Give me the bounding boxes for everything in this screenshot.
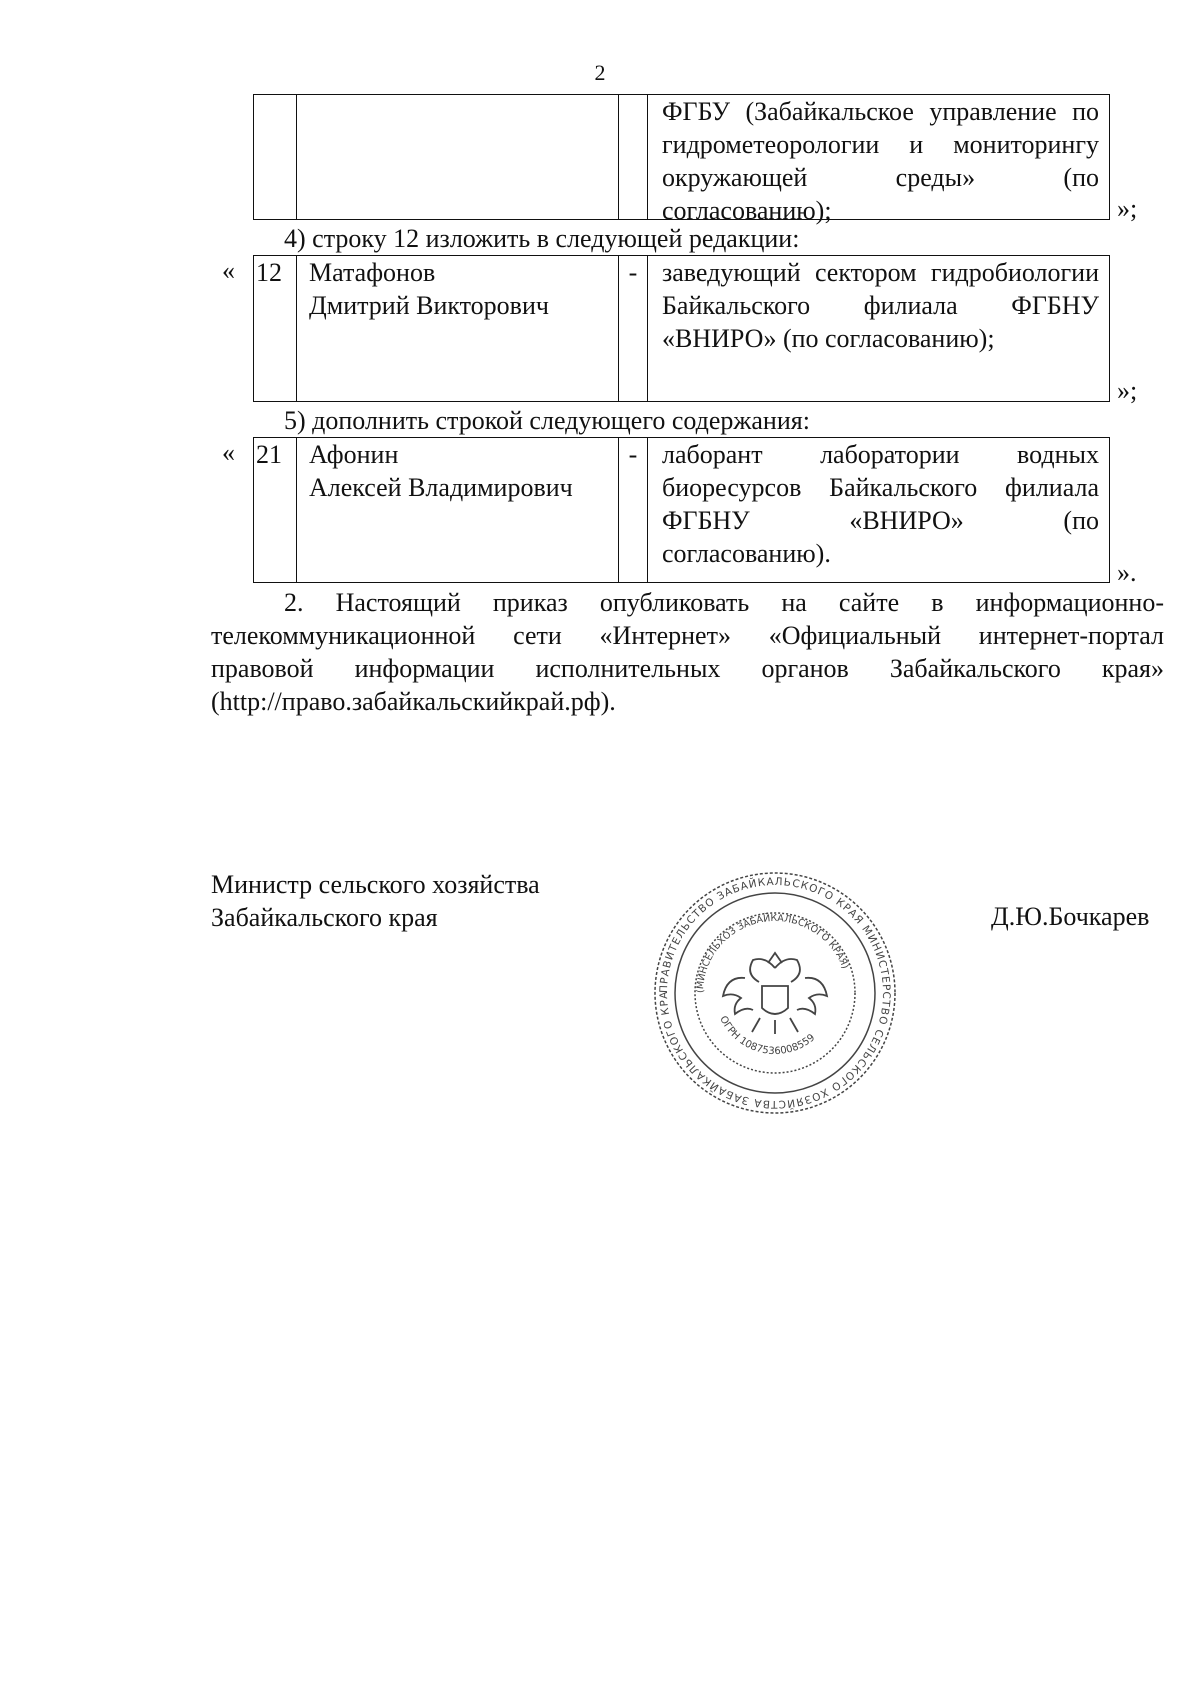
signature-title-line: Министр сельского хозяйства: [211, 870, 540, 899]
closing-quote: ».: [1117, 558, 1137, 587]
position-line: «ВНИРО» (по согласованию);: [662, 324, 995, 353]
row-position-cell: [648, 438, 1109, 582]
table-row-21: [253, 437, 1110, 583]
person-given-names: Дмитрий Викторович: [309, 291, 549, 320]
position-line: лаборант лаборатории водных: [662, 440, 1099, 469]
paragraph-line: 2. Настоящий приказ опубликовать на сайте в информационно-: [284, 588, 1164, 617]
closing-quote: »;: [1117, 376, 1138, 405]
row-name-cell: [297, 438, 619, 582]
row-dash-cell: [619, 256, 648, 401]
position-line: Байкальского филиала ФГБНУ: [662, 291, 1099, 320]
dash: -: [628, 440, 638, 469]
opening-quote: «: [222, 256, 235, 285]
position-line: гидрометеорологии и мониторингу: [662, 130, 1099, 159]
position-line: согласованию);: [662, 196, 832, 225]
paragraph-line: правовой информации исполнительных органов Забайкальского края»: [211, 654, 1164, 683]
paragraph-line: (http://право.забайкальскийкрай.рф).: [211, 687, 616, 716]
closing-quote: »;: [1117, 194, 1138, 223]
dash: -: [628, 258, 638, 287]
stamp-seal: [650, 868, 900, 1118]
position-line: ФГБУ (Забайкальское управление по: [662, 97, 1099, 126]
row-name-cell: [297, 95, 619, 219]
position-line: согласованию).: [662, 539, 831, 568]
row-number: 21: [256, 440, 282, 469]
person-given-names: Алексей Владимирович: [309, 473, 573, 502]
row-number-cell: [254, 256, 297, 401]
position-line: окружающей среды» (по: [662, 163, 1099, 192]
instruction-item-4: 4) строку 12 изложить в следующей редакции:: [284, 224, 800, 253]
person-surname: Афонин: [309, 440, 399, 469]
official-stamp: [650, 868, 900, 1118]
svg-text:(МИНСЕЛЬХОЗ ЗАБАЙКАЛЬСКОГО КРА: [695, 912, 851, 993]
row-position-cell: [648, 256, 1109, 401]
table-row-12: [253, 255, 1110, 402]
instruction-item-5: 5) дополнить строкой следующего содержания:: [284, 406, 810, 435]
stamp-outer-text: ПРАВИТЕЛЬСТВО ЗАБАЙКАЛЬСКОГО КРАЯ МИНИСТЕРСТВО СЕЛЬСКОГО ХОЗЯЙСТВА ЗАБАЙКАЛЬСКОГО КРА: [657, 875, 893, 1111]
row-number-cell: [254, 438, 297, 582]
signature-title-line: Забайкальского края: [211, 903, 438, 932]
paragraph-line: телекоммуникационной сети «Интернет» «Официальный интернет-портал: [211, 621, 1164, 650]
page-number: 2: [594, 60, 606, 85]
row-dash-cell: [619, 95, 648, 219]
svg-text:ОГРН 1087536008559: [717, 1014, 817, 1057]
row-number: 12: [256, 258, 282, 287]
row-number-cell: [254, 95, 297, 219]
paragraph-publication: [211, 586, 1164, 718]
stamp-inner-text: (МИНСЕЛЬХОЗ ЗАБАЙКАЛЬСКОГО КРАЯ): [694, 912, 851, 994]
row-dash-cell: [619, 438, 648, 582]
signature-title: [211, 868, 540, 934]
table-row-continuation: [253, 94, 1110, 225]
position-line: ФГБНУ «ВНИРО» (по: [662, 506, 1099, 535]
row-name-cell: [297, 256, 619, 401]
stamp-ogrn: ОГРН 1087536008559: [717, 1014, 818, 1058]
coat-of-arms-icon: [723, 953, 827, 1034]
row-position-cell: [648, 95, 1109, 225]
position-line: заведующий сектором гидробиологии: [662, 258, 1099, 287]
opening-quote: «: [222, 438, 235, 467]
signatory-name: Д.Ю.Бочкарев: [991, 902, 1150, 931]
position-line: биоресурсов Байкальского филиала: [662, 473, 1099, 502]
person-surname: Матафонов: [309, 258, 436, 287]
